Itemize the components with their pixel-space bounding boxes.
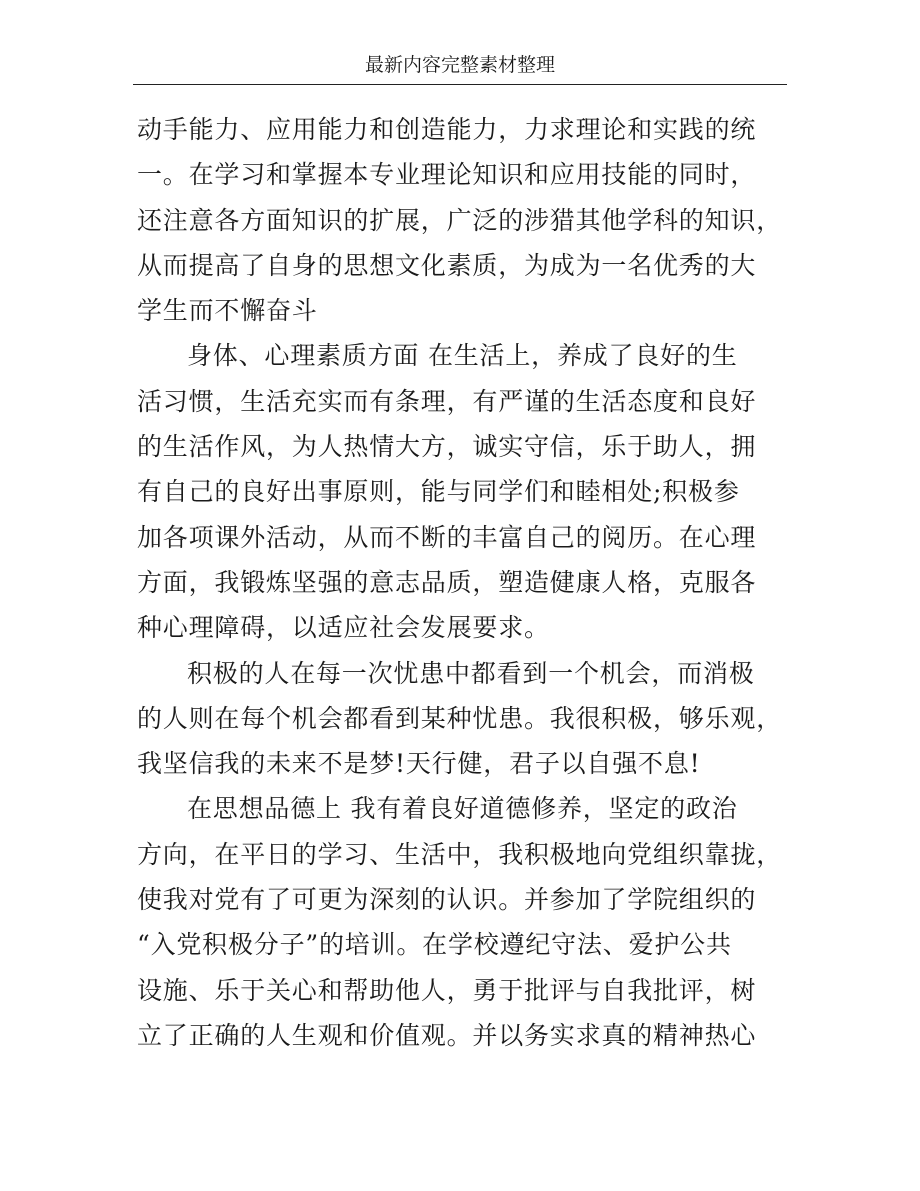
text-line: 从而提高了自身的思想文化素质，为成为一名优秀的大 (137, 250, 757, 280)
text-line: 方向，在平日的学习、生活中，我积极地向党组织靠拢， (137, 839, 783, 869)
text-line: 种心理障碍，以适应社会发展要求。 (137, 613, 550, 643)
text-line: 有自己的良好出事原则，能与同学们和睦相处;积极参 (137, 477, 740, 507)
text-line: 我坚信我的未来不是梦!天行健，君子以自强不息! (137, 749, 701, 779)
text-line: 立了正确的人生观和价值观。并以务实求真的精神热心 (137, 1020, 757, 1050)
text-line: 学生而不懈奋斗 (137, 296, 318, 326)
text-line: 方面，我锻炼坚强的意志品质，塑造健康人格，克服各 (137, 567, 757, 597)
paragraph-start-line: 身体、心理素质方面 在生活上，养成了良好的生 (187, 341, 738, 371)
document-body (137, 107, 797, 1058)
text-line: 使我对党有了可更为深刻的认识。并参加了学院组织的 (137, 885, 757, 915)
text-line: 还注意各方面知识的扩展，广泛的涉猎其他学科的知识， (137, 205, 783, 235)
text-line: 加各项课外活动，从而不断的丰富自己的阅历。在心理 (137, 522, 757, 552)
paragraph-start-line: 积极的人在每一次忧患中都看到一个机会，而消极 (187, 658, 755, 688)
text-line: 设施、乐于关心和帮助他人，勇于批评与自我批评，树 (137, 975, 757, 1005)
text-line: 的人则在每个机会都看到某种忧患。我很积极，够乐观， (137, 703, 783, 733)
text-line: 的生活作风，为人热情大方，诚实守信，乐于助人，拥 (137, 432, 757, 462)
header-title: 最新内容完整素材整理 (364, 54, 555, 76)
text-line: 动手能力、应用能力和创造能力，力求理论和实践的统 (137, 115, 757, 144)
paragraph-start-line: 在思想品德上 我有着良好道德修养，坚定的政治 (187, 794, 738, 824)
text-line: “入党积极分子”的培训。在学校遵纪守法、爱护公共 (137, 930, 732, 960)
text-line: 活习惯，生活充实而有条理，有严谨的生活态度和良好 (137, 386, 757, 416)
text-line: 一。在学习和掌握本专业理论知识和应用技能的同时， (137, 160, 757, 190)
page-header (133, 50, 787, 85)
